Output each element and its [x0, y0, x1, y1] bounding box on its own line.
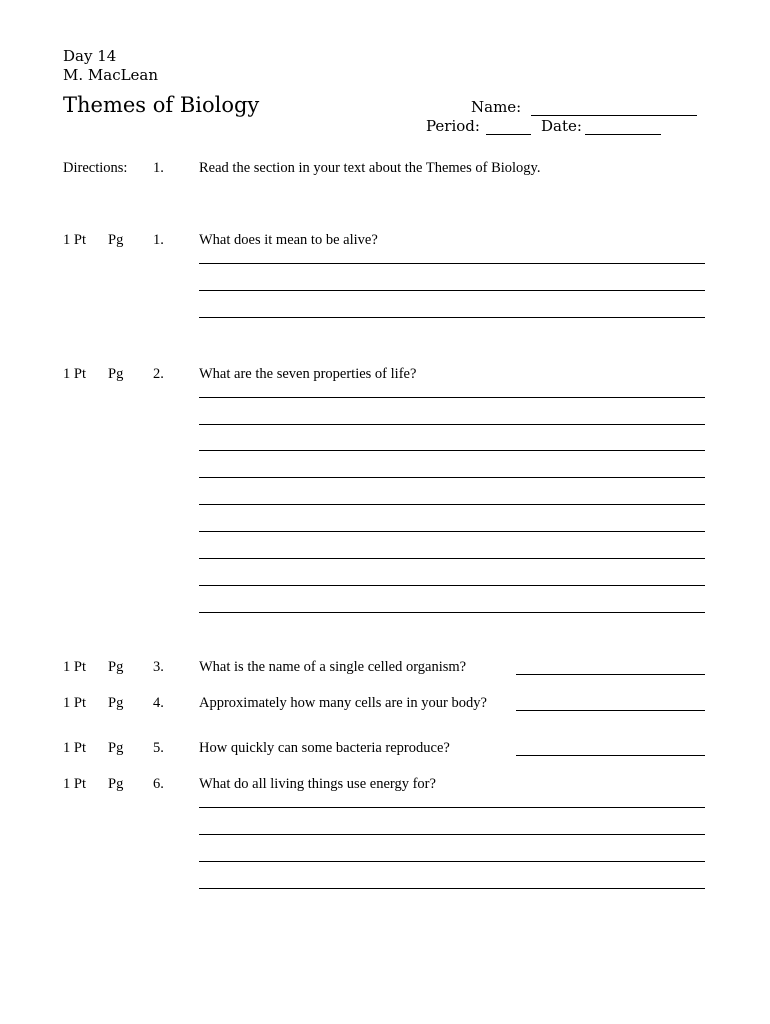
- period-label: Period:: [426, 117, 480, 135]
- question-text: What does it mean to be alive?: [199, 232, 378, 248]
- directions-label: Directions:: [63, 160, 128, 176]
- answer-line[interactable]: [199, 861, 705, 862]
- question-text: What do all living things use energy for?: [199, 776, 436, 792]
- question-points: 1 Pt: [63, 740, 86, 756]
- question-number: 4.: [153, 695, 164, 711]
- question-page: Pg: [108, 740, 124, 756]
- question-number: 2.: [153, 366, 164, 382]
- answer-line[interactable]: [199, 450, 705, 451]
- page-title: Themes of Biology: [63, 93, 260, 117]
- question-page: Pg: [108, 695, 124, 711]
- question-points: 1 Pt: [63, 366, 86, 382]
- answer-line[interactable]: [516, 674, 705, 675]
- question-number: 5.: [153, 740, 164, 756]
- date-label: Date:: [541, 117, 582, 135]
- author-name: M. MacLean: [63, 66, 159, 84]
- answer-line[interactable]: [516, 710, 705, 711]
- answer-line[interactable]: [199, 888, 705, 889]
- question-page: Pg: [108, 366, 124, 382]
- answer-line[interactable]: [199, 558, 705, 559]
- answer-line[interactable]: [516, 755, 705, 756]
- question-number: 3.: [153, 659, 164, 675]
- directions-number: 1.: [153, 160, 164, 176]
- answer-line[interactable]: [199, 317, 705, 318]
- answer-line[interactable]: [199, 834, 705, 835]
- answer-line[interactable]: [199, 290, 705, 291]
- answer-line[interactable]: [199, 477, 705, 478]
- question-points: 1 Pt: [63, 232, 86, 248]
- day-label: Day 14: [63, 47, 117, 65]
- period-field[interactable]: [486, 120, 531, 135]
- answer-line[interactable]: [199, 397, 705, 398]
- answer-line[interactable]: [199, 585, 705, 586]
- question-number: 1.: [153, 232, 164, 248]
- question-points: 1 Pt: [63, 776, 86, 792]
- question-text: What is the name of a single celled organism?: [199, 659, 467, 675]
- question-number: 6.: [153, 776, 164, 792]
- question-text: What are the seven properties of life?: [199, 366, 417, 382]
- question-text: How quickly can some bacteria reproduce?: [199, 740, 450, 756]
- question-page: Pg: [108, 776, 124, 792]
- answer-line[interactable]: [199, 504, 705, 505]
- date-field[interactable]: [585, 120, 661, 135]
- question-page: Pg: [108, 232, 124, 248]
- answer-line[interactable]: [199, 612, 705, 613]
- directions-text: Read the section in your text about the Themes of Biology.: [199, 160, 541, 176]
- question-points: 1 Pt: [63, 659, 86, 675]
- name-field[interactable]: [531, 101, 697, 116]
- question-points: 1 Pt: [63, 695, 86, 711]
- answer-line[interactable]: [199, 424, 705, 425]
- name-label: Name:: [471, 98, 522, 116]
- question-page: Pg: [108, 659, 124, 675]
- answer-line[interactable]: [199, 807, 705, 808]
- answer-line[interactable]: [199, 263, 705, 264]
- question-text: Approximately how many cells are in your body?: [199, 695, 487, 711]
- answer-line[interactable]: [199, 531, 705, 532]
